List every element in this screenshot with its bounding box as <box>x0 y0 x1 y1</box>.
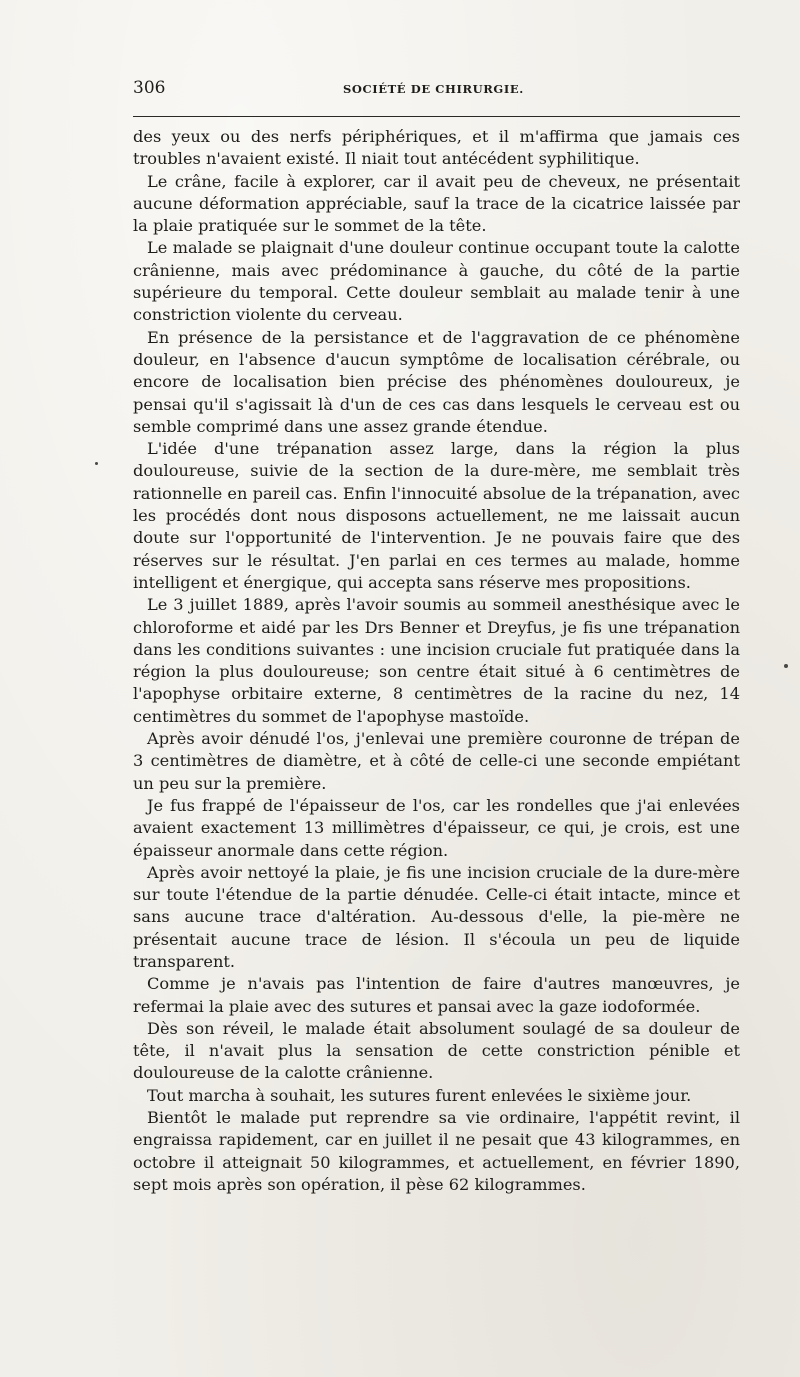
running-title: SOCIÉTÉ DE CHIRURGIE. <box>343 82 524 96</box>
paragraph: Dès son réveil, le malade était absolument soulagé de sa douleur de tête, il n'avait plus la sensation de cette constriction pénible et douloureuse de la calotte crânienne. <box>133 1018 740 1083</box>
paragraph: Après avoir nettoyé la plaie, je fis une incision cruciale de la dure-mère sur toute l'étendue de la partie dénudée. Celle-ci était intacte, mince et sans aucune trace d'altération. Au-dessous d'elle, la pie-mère ne présentait aucune trace de lésion. Il s'écoula un peu de liquide transparent. <box>133 862 740 971</box>
paragraph: Je fus frappé de l'épaisseur de l'os, car les rondelles que j'ai enlevées avaient exactement 13 millimètres d'épaisseur, ce qui, je crois, est une épaisseur anormale dans cette région. <box>133 795 740 860</box>
paper-speck <box>95 462 98 465</box>
paragraph: En présence de la persistance et de l'aggravation de ce phénomène douleur, en l'absence d'aucun symptôme de localisation cérébrale, ou encore de localisation bien précise des phénomènes douloureux, je pensai qu'il s'agissait là d'un de ces cas dans lesquels le cerveau est ou semble comprimé dans une assez grande étendue. <box>133 327 740 436</box>
paragraph: Le 3 juillet 1889, après l'avoir soumis au sommeil anesthésique avec le chloroforme et aidé par les Drs Benner et Dreyfus, je fis une trépanation dans les conditions suivantes : une incision cruciale fut pratiquée dans la région la plus douloureuse; son centre était situé à 6 centimètres de l'apophyse orbitaire externe, 8 centimètres de la racine du nez, 14 centimètres du sommet de l'apophyse mastoïde. <box>133 595 740 726</box>
paragraph: Le crâne, facile à explorer, car il avait peu de cheveux, ne présentait aucune déformation appréciable, sauf la trace de la cicatrice laissée par la plaie pratiquée sur le sommet de la tête. <box>133 171 740 236</box>
page-number: 306 <box>133 78 166 98</box>
paragraph: Tout marcha à souhait, les sutures furent enlevées le sixième jour. <box>147 1085 692 1105</box>
paragraph: Le malade se plaignait d'une douleur continue occupant toute la calotte crânienne, mais avec prédominance à gauche, du côté de la partie supérieure du temporal. Cette douleur semblait au malade tenir à une constriction violente du cerveau. <box>133 238 740 325</box>
paragraph: Comme je n'avais pas l'intention de faire d'autres manœuvres, je refermai la plaie avec des sutures et pansai avec la gaze iodoformée. <box>133 974 740 1016</box>
paragraph: L'idée d'une trépanation assez large, dans la région la plus douloureuse, suivie de la section de la dure-mère, me semblait très rationnelle en pareil cas. Enfin l'innocuité absolue de la trépanation, avec les procédés dont nous disposons actuellement, ne me laissait aucun doute sur l'opportunité de l'intervention. Je ne pouvais faire que des réserves sur le résultat. J'en parlai en ces termes au malade, homme intelligent et énergique, qui accepta sans réserve mes propositions. <box>133 439 740 592</box>
paragraph: des yeux ou des nerfs périphériques, et il m'affirma que jamais ces troubles n'avaient existé. Il niait tout antécédent syphilitique. <box>133 127 740 169</box>
paper-speck <box>784 664 788 668</box>
paragraph: Bientôt le malade put reprendre sa vie ordinaire, l'appétit revint, il engraissa rapidement, car en juillet il ne pesait que 43 kilogrammes, en octobre il atteignait 50 kilogrammes, et actuellement, en février 1890, sept mois après son opération, il pèse 62 kilogrammes. <box>133 1108 740 1194</box>
paragraph: Après avoir dénudé l'os, j'enlevai une première couronne de trépan de 3 centimètres de diamètre, et à côté de celle-ci une seconde empiétant un peu sur la première. <box>133 729 740 793</box>
page-header <box>133 76 740 102</box>
body-text <box>133 126 740 1196</box>
header-rule <box>133 116 740 117</box>
